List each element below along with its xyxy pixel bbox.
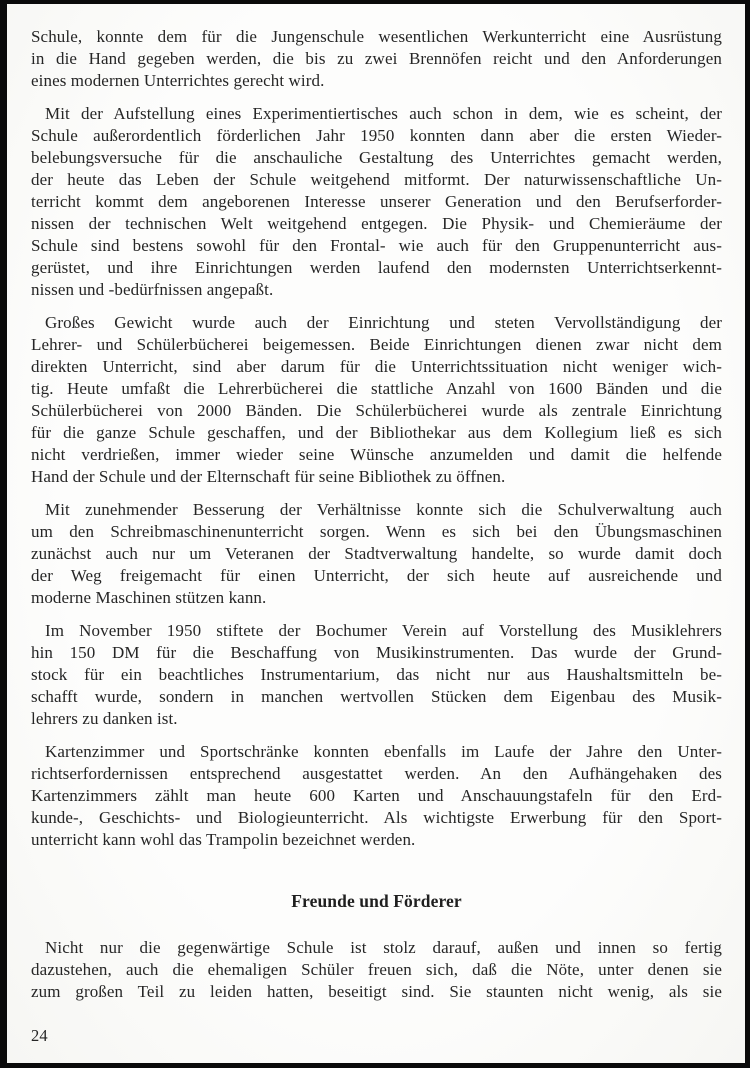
text-line: moderne Maschinen stützen kann. bbox=[31, 588, 267, 607]
text-line: für die ganze Schule geschaffen, und der Bibliothekar aus dem Kollegium ließ es sich bbox=[31, 423, 722, 442]
paragraph bbox=[31, 741, 722, 851]
text-line: Nicht nur die gegenwärtige Schule ist stolz darauf, außen und innen so fertig bbox=[45, 938, 722, 957]
text-line: Schule außerordentlich förderlichen Jahr 1950 konnten dann aber die ersten Wieder- bbox=[31, 126, 722, 145]
text-line: nissen der technischen Welt weitgehend entgegen. Die Physik- und Chemieräume der bbox=[31, 214, 722, 233]
paragraph bbox=[31, 26, 722, 92]
paragraph bbox=[31, 312, 722, 488]
text-line: lehrers zu danken ist. bbox=[31, 709, 178, 728]
page-number: 24 bbox=[31, 1026, 48, 1045]
text-line: gerüstet, und ihre Einrichtungen werden laufend den modernsten Unterrichtserkennt- bbox=[31, 258, 722, 277]
text-line: eines modernen Unterrichtes gerecht wird. bbox=[31, 71, 325, 90]
text-line: Mit der Aufstellung eines Experimentiertisches auch schon in dem, wie es scheint, der bbox=[45, 104, 722, 123]
text-line: Schule, konnte dem für die Jungenschule wesentlichen Werkunterricht eine Ausrüstung bbox=[31, 27, 722, 46]
text-line: belebungsversuche für die anschauliche Gestaltung des Unterrichtes gemacht werden, bbox=[31, 148, 722, 167]
text-line: nicht verdrießen, immer wieder seine Wünsche anzumelden und damit die helfende bbox=[31, 445, 722, 464]
text-line: unterricht kann wohl das Trampolin bezeichnet werden. bbox=[31, 830, 416, 849]
text-line: richtserfordernissen entsprechend ausgestattet werden. An den Aufhängehaken des bbox=[31, 764, 722, 783]
paragraph bbox=[31, 937, 722, 1003]
paragraph bbox=[31, 103, 722, 301]
text-line: der heute das Leben der Schule weitgehend mitformt. Der naturwissenschaftliche Un- bbox=[31, 170, 722, 189]
paragraph bbox=[31, 620, 722, 730]
text-line: der Weg freigemacht für einen Unterricht, der sich heute auf ausreichende und bbox=[31, 566, 722, 585]
page-content bbox=[7, 4, 745, 1003]
text-line: Schule sind bestens sowohl für den Frontal- wie auch für den Gruppenunterricht aus- bbox=[31, 236, 722, 255]
text-line: Schülerbücherei von 2000 Bänden. Die Schülerbücherei wurde als zentrale Einrichtung bbox=[31, 401, 722, 420]
text-line: direkten Unterricht, sind aber darum für die Unterrichtssituation nicht weniger wich- bbox=[31, 357, 722, 376]
text-line: in die Hand gegeben werden, die bis zu zwei Brennöfen reicht und den Anforderungen bbox=[31, 49, 722, 68]
text-line: hin 150 DM für die Beschaffung von Musikinstrumenten. Das wurde der Grund- bbox=[31, 643, 722, 662]
text-line: kunde-, Geschichts- und Biologieunterricht. Als wichtigste Erwerbung für den Sport- bbox=[31, 808, 722, 827]
text-line: schafft wurde, sondern in manchen wertvollen Stücken dem Eigenbau des Musik- bbox=[31, 687, 722, 706]
text-line: Kartenzimmers zählt man heute 600 Karten und Anschauungstafeln für den Erd- bbox=[31, 786, 722, 805]
text-line: zum großen Teil zu leiden hatten, beseitigt sind. Sie staunten nicht wenig, als sie bbox=[31, 982, 722, 1001]
paragraph bbox=[31, 499, 722, 609]
text-line: tig. Heute umfaßt die Lehrerbücherei die stattliche Anzahl von 1600 Bänden und die bbox=[31, 379, 722, 398]
text-line: terricht kommt dem angeborenen Interesse unserer Generation und den Berufserforder- bbox=[31, 192, 722, 211]
text-line: um den Schreibmaschinenunterricht sorgen. Wenn es sich bei den Übungsmaschinen bbox=[31, 522, 722, 541]
text-line: nissen und -bedürfnissen angepaßt. bbox=[31, 280, 274, 299]
text-line: Hand der Schule und der Elternschaft für seine Bibliothek zu öffnen. bbox=[31, 467, 506, 486]
book-page bbox=[7, 4, 745, 1063]
text-line: zunächst auch nur um Veteranen der Stadtverwaltung handelte, so wurde damit doch bbox=[31, 544, 722, 563]
text-line: Großes Gewicht wurde auch der Einrichtung und steten Vervollständigung der bbox=[45, 313, 722, 332]
text-line: stock für ein beachtliches Instrumentarium, das nicht nur aus Haushaltsmitteln be- bbox=[31, 665, 722, 684]
text-line: Kartenzimmer und Sportschränke konnten ebenfalls im Laufe der Jahre den Unter- bbox=[45, 742, 722, 761]
text-line: dazustehen, auch die ehemaligen Schüler freuen sich, daß die Nöte, unter denen sie bbox=[31, 960, 722, 979]
section-heading: Freunde und Förderer bbox=[291, 891, 462, 911]
text-line: Lehrer- und Schülerbücherei beigemessen. Beide Einrichtungen dienen zwar nicht dem bbox=[31, 335, 722, 354]
text-line: Im November 1950 stiftete der Bochumer Verein auf Vorstellung des Musiklehrers bbox=[45, 621, 722, 640]
text-line: Mit zunehmender Besserung der Verhältnisse konnte sich die Schulverwaltung auch bbox=[45, 500, 722, 519]
